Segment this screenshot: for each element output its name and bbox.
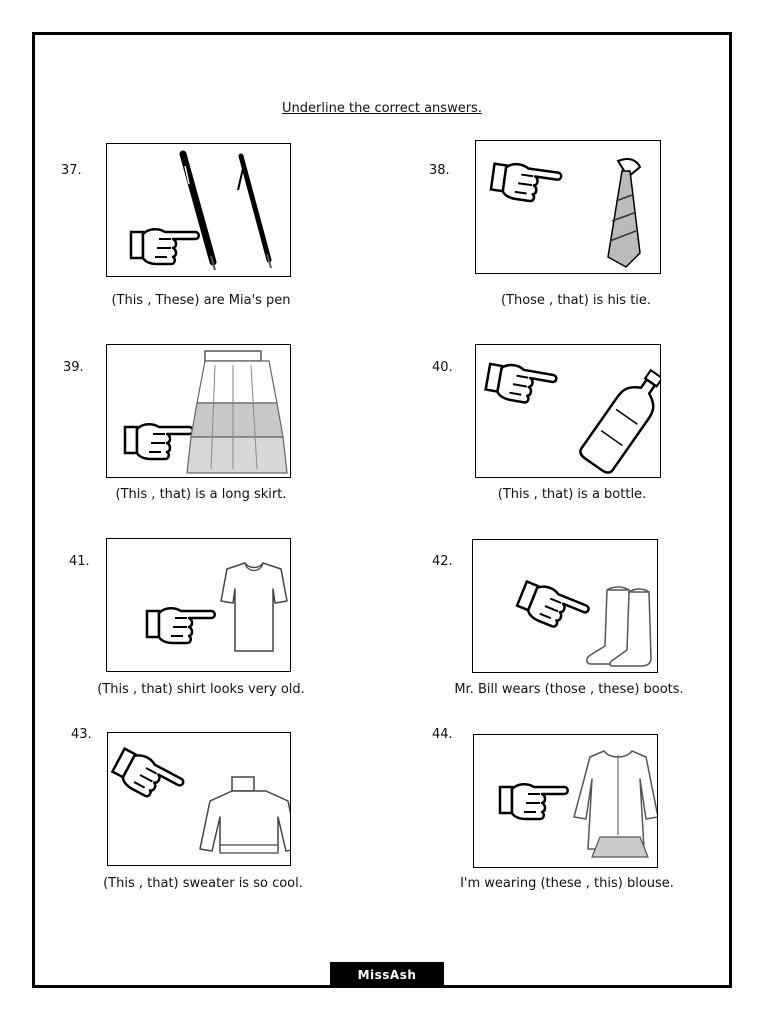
pointing-hand-icon [490, 161, 562, 205]
item-number-41: 41. [69, 554, 90, 569]
item-number-43: 43. [71, 727, 92, 742]
bottle-icon [578, 363, 661, 475]
pen-icon [238, 156, 271, 268]
sentence-44: I'm wearing (these , this) blouse. [460, 876, 674, 891]
sentence-42: Mr. Bill wears (those , these) boots. [454, 682, 684, 697]
worksheet-page [32, 32, 732, 988]
sentence-38: (Those , that) is his tie. [500, 293, 652, 308]
item-number-44: 44. [432, 727, 453, 742]
item-number-38: 38. [429, 163, 450, 178]
pointing-hand-icon [110, 746, 186, 809]
sentence-43: (This , that) sweater is so cool. [103, 876, 303, 891]
pointing-hand-icon [147, 608, 215, 643]
pointing-hand-icon [485, 361, 558, 407]
picture-frame-39 [106, 344, 291, 478]
item-number-40: 40. [432, 360, 453, 375]
sentence-37: (This , These) are Mia's pen [111, 293, 291, 308]
picture-frame-38 [475, 140, 661, 274]
tie-icon [608, 159, 640, 267]
item-number-42: 42. [432, 554, 453, 569]
pointing-hand-icon [131, 229, 199, 264]
skirt-icon [187, 351, 287, 473]
item-number-37: 37. [61, 163, 82, 178]
pointing-hand-icon [500, 784, 568, 819]
footer-brand: MissAsh [330, 962, 444, 988]
picture-frame-40 [475, 344, 661, 478]
picture-frame-43 [107, 732, 291, 866]
blouse-icon [574, 751, 658, 857]
pointing-hand-icon [125, 424, 193, 459]
picture-frame-42 [472, 539, 658, 673]
picture-frame-41 [106, 538, 291, 672]
pointing-hand-icon [515, 579, 591, 637]
sentence-39: (This , that) is a long skirt. [115, 487, 287, 502]
shirt-icon [221, 563, 287, 651]
item-number-39: 39. [63, 360, 84, 375]
picture-frame-44 [473, 734, 658, 868]
sweater-icon [200, 777, 291, 853]
boots-icon [587, 587, 651, 666]
picture-frame-37 [106, 143, 291, 277]
instruction-heading: Underline the correct answers. [282, 101, 482, 116]
sentence-41: (This , that) shirt looks very old. [97, 682, 305, 697]
sentence-40: (This , that) is a bottle. [497, 487, 647, 502]
pen-icon [183, 154, 215, 270]
